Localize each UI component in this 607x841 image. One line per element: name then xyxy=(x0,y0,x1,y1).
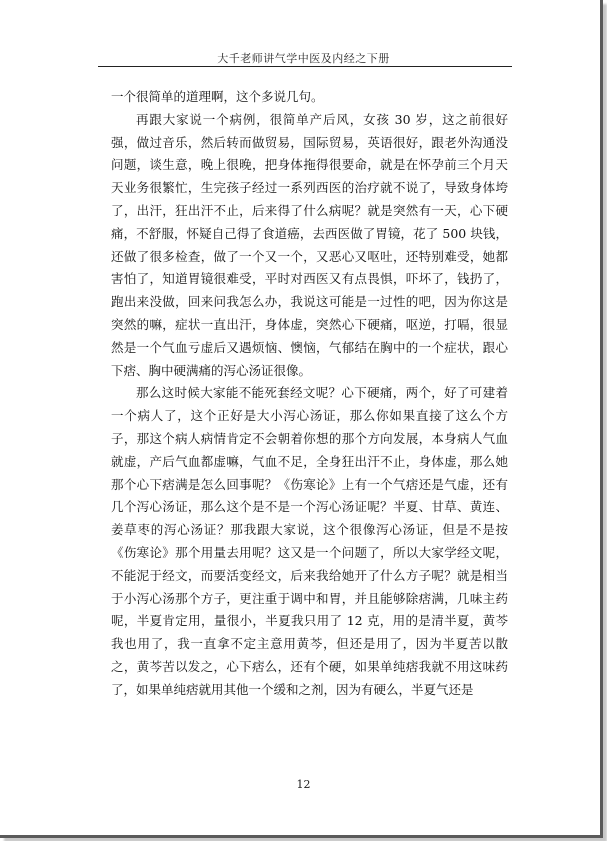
paragraph-1: 一个很简单的道理啊，这个多说几句。 xyxy=(111,89,324,104)
header-divider xyxy=(98,66,512,67)
running-header-title: 大千老师讲气学中医及内经之下册 xyxy=(217,52,390,65)
body-text xyxy=(111,86,508,702)
page-number: 12 xyxy=(296,778,311,791)
paragraph-3: 那么这时候大家能不能死套经文呢？心下硬痛，两个，好了可建着一个病人了，这个正好是大小泻心汤证，那么你如果直接了这么个方子，那这个病人病情肯定不会朝着你想的那个方向发展，本身病人气血就虚，产后气血都虚嘛，气血不足，全身狂出汗不止，身体虚，那么她那个心下痞满是怎么回事呢？《伤寒论》上有一个气痞还是气虚，还有几个泻心汤证，那么这个是不是一个泻心汤证呢？半夏、甘草、黄连、姜草枣的泻心汤证？那我跟大家说，这个很像泻心汤证，但是不是按《伤寒论》那个用量去用呢？这又是一个问题了，所以大家学经文呢，不能泥于经文，而要活变经文，后来我给她开了什么方子呢？就是相当于小泻心汤那个方子，更注重于调中和胃，并且能够除痞满，几味主药呢，半夏肯定用，量很小，半夏我只用了 12 克，用的是清半夏，黄芩我也用了，我一直拿不定主意用黄芩，但还是用了，因为半夏苦以散之，黄芩苦以发之，心下痞么，还有个硬，如果单纯痞我就不用这味药了，如果单纯痞就用其他一个缓和之剂，因为有硬么，半夏气还是 xyxy=(111,385,508,697)
paragraph-2: 再跟大家说一个病例，很简单产后风，女孩 30 岁，这之前很好强，做过音乐，然后转而做贸易，国际贸易，英语很好，跟老外沟通没问题，谈生意，晚上很晚，把身体拖得很要命，就是在怀孕前三个月天天业务很繁忙，生完孩子经过一系列西医的治疗就不说了，导致身体垮了，出汗，狂出汗不止，后来得了什么病呢？就是突然有一天，心下硬痛，不舒服，怀疑自己得了食道癌，去西医做了胃镜，花了 500 块钱，还做了很多检查，做了一个又一个，又恶心又呕吐，还特别难受，她都害怕了，知道胃镜很难受，平时对西医又有点畏惧，吓坏了，钱扔了，跑出来没做，回来问我怎么办，我说这可能是一过性的吧，因为你这是突然的嘛，症状一直出汗，身体虚，突然心下硬痛，呕逆，打嗝，很显然是一个气血亏虚后又遇烦恼、懊恼，气郁结在胸中的一个症状，跟心下痞、胸中硬满痛的泻心汤证很像。 xyxy=(111,111,508,378)
